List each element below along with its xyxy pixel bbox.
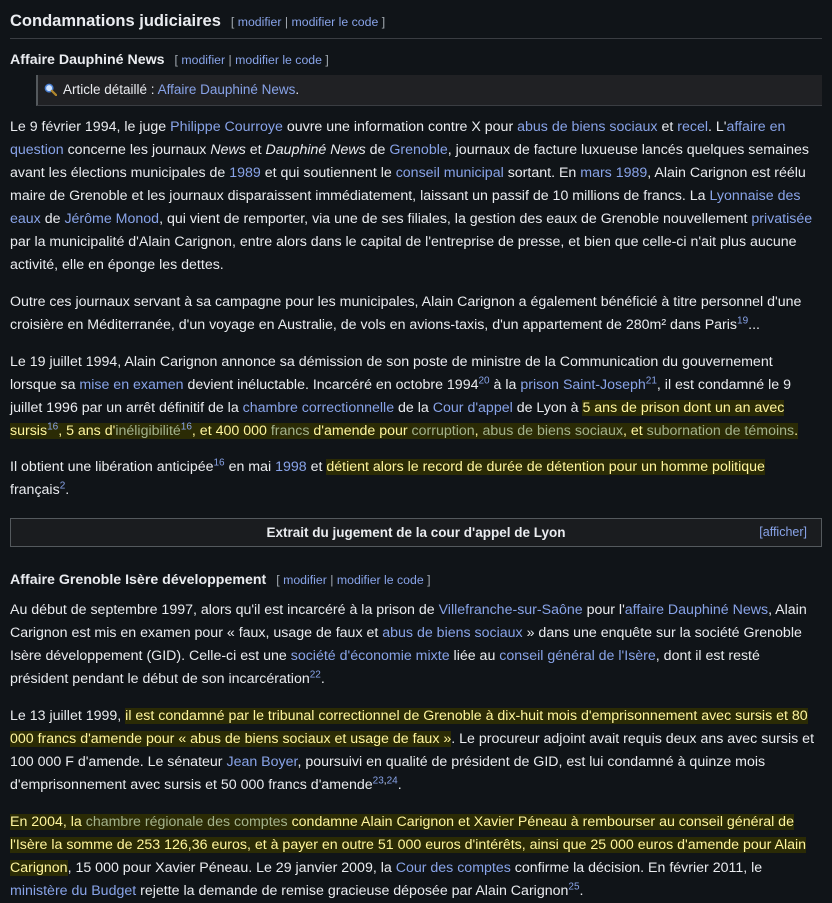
paragraph-gid-3 — [10, 811, 822, 903]
text: devient inéluctable. Incarcéré en octobre 1994 — [183, 377, 479, 393]
link-grenoble[interactable]: Grenoble — [389, 142, 448, 158]
edit-link[interactable]: modifier — [237, 15, 282, 29]
highlighted-text: En 2004, la — [10, 814, 86, 830]
highlighted-text: , — [474, 423, 483, 439]
bracket-open: [ — [174, 53, 178, 67]
paragraph-dauphine-4 — [10, 456, 822, 502]
link-mise-en-examen[interactable]: mise en examen — [79, 377, 184, 393]
link-abus-de-biens-sociaux[interactable]: abus de biens sociaux — [517, 119, 658, 135]
paragraph-gid-1 — [10, 599, 822, 691]
section-heading — [10, 0, 822, 39]
text: rejette la demande de remise gracieuse déposée par Alain Carignon — [136, 883, 569, 899]
hatnote-link[interactable]: Affaire Dauphiné News — [157, 82, 296, 97]
paragraph-dauphine-3 — [10, 351, 822, 443]
link-villefranche-sur-saone[interactable]: Villefranche-sur-Saône — [438, 602, 583, 618]
bracket-open: [ — [230, 15, 235, 29]
edit-separator: | — [330, 573, 334, 587]
link-mars-1989[interactable]: mars 1989 — [580, 165, 648, 181]
highlighted-text: condamne Alain Carignon et Xavier Péneau à rembourser au conseil général de l'Isère la somme de 253 126,36 euros, et à payer en outre 51 000 euros d'intérêts, ainsi que 25 000 euros d'amende pour Alain Carignon — [10, 814, 807, 876]
text: pour l' — [582, 602, 625, 618]
link-jean-boyer[interactable]: Jean Boyer — [226, 754, 298, 770]
edit-separator: | — [284, 15, 289, 29]
reference-25[interactable]: 25 — [568, 881, 580, 893]
text: . — [320, 671, 325, 687]
highlighted-text: 5 ans de prison dont un an avec sursis — [10, 400, 785, 439]
text: Le 9 février 1994, le juge — [10, 119, 171, 135]
section-edit-links — [231, 15, 385, 29]
text: . — [397, 777, 402, 793]
text: Le 13 juillet 1999, — [10, 708, 126, 724]
reference-2[interactable]: 2 — [59, 480, 66, 492]
text: Au début de septembre 1997, alors qu'il est incarcéré à la prison de — [10, 602, 439, 618]
text: Il obtient une libération anticipée — [10, 459, 214, 475]
reference-20[interactable]: 20 — [478, 375, 490, 387]
reference-19[interactable]: 19 — [737, 315, 749, 327]
text: à la — [489, 377, 521, 393]
link-subornation-de-temoins[interactable]: subornation de témoins — [646, 423, 795, 439]
magnifier-icon — [44, 83, 57, 96]
link-chambre-regionale-des-comptes[interactable]: chambre régionale des comptes — [85, 814, 288, 830]
subsection-title: Affaire Grenoble Isère développement — [10, 572, 267, 588]
text: , il est condamné le 9 juillet 1996 par un arrêt définitif de la — [10, 377, 791, 416]
edit-link[interactable]: modifier — [283, 573, 327, 587]
highlighted-text: détient alors le record de durée de détention pour un homme politique — [326, 459, 765, 475]
text: de la — [394, 400, 433, 416]
edit-link[interactable]: modifier — [181, 53, 226, 67]
link-corruption[interactable]: corruption — [411, 423, 475, 439]
hatnote-label: Article détaillé : — [63, 82, 155, 97]
text: confirme la décision. En février 2011, le — [510, 860, 763, 876]
link-1989[interactable]: 1989 — [229, 165, 261, 181]
text: et qui soutiennent le — [260, 165, 396, 181]
italic-dauphine-news: Dauphiné News — [265, 142, 366, 158]
edit-separator: | — [228, 53, 232, 67]
subsection-title: Affaire Dauphiné News — [10, 52, 165, 68]
link-chambre-correctionnelle[interactable]: chambre correctionnelle — [242, 400, 395, 416]
link-prison-saint-joseph[interactable]: prison Saint-Joseph — [520, 377, 646, 393]
text: et — [306, 459, 327, 475]
reference-16[interactable]: 16 — [180, 421, 192, 433]
text: , poursuivi en qualité de président de GID, est lui condamné à quinze mois d'emprisonnement avec sursis et 50 000 francs d'amende — [10, 754, 766, 793]
text: Outre ces journaux servant à sa campagne pour les municipales, Alain Carignon a également bénéficié à titre personnel d'une croisière en Méditerranée, d'un voyage en Australie, de vols en avions-taxis, d'un appartement de 280m² dans Paris — [10, 294, 802, 333]
link-francs[interactable]: francs — [270, 423, 310, 439]
subsection-heading-gid — [10, 569, 822, 591]
text: . — [579, 883, 584, 899]
link-jerome-monod[interactable]: Jérôme Monod — [64, 211, 160, 227]
text: et — [245, 142, 266, 158]
text: de — [40, 211, 65, 227]
link-recel[interactable]: recel — [677, 119, 709, 135]
link-conseil-general-isere[interactable]: conseil général de l'Isère — [499, 648, 656, 664]
text: , Alain Carignon est mis en examen pour « faux, usage de faux et — [10, 602, 807, 641]
bracket-close: ] — [381, 15, 386, 29]
subsection-edit-links — [175, 53, 329, 67]
link-affaire-en-question[interactable]: affaire en question — [10, 119, 786, 158]
text: , dont il est resté président pendant le début de son incarcération — [10, 648, 760, 687]
highlighted-text: . — [794, 423, 799, 439]
bracket-open: [ — [276, 573, 280, 587]
link-privatisee[interactable]: privatisée — [751, 211, 813, 227]
link-ministere-du-budget[interactable]: ministère du Budget — [10, 883, 137, 899]
link-ineligibilite[interactable]: inéligibilité — [115, 423, 181, 439]
text: Le 19 juillet 1994, Alain Carignon annonce sa démission de son poste de ministre de la Communication du gouvernement lorsque sa — [10, 354, 773, 393]
link-abus-de-biens-sociaux[interactable]: abus de biens sociaux — [482, 423, 623, 439]
paragraph-gid-2 — [10, 705, 822, 797]
text: en mai — [224, 459, 276, 475]
subsection-heading-dauphine — [10, 49, 822, 71]
link-cour-des-comptes[interactable]: Cour des comptes — [395, 860, 511, 876]
link-1998[interactable]: 1998 — [275, 459, 307, 475]
link-societe-d-economie-mixte[interactable]: société d'économie mixte — [290, 648, 450, 664]
reference-16[interactable]: 16 — [213, 457, 225, 469]
text: ... — [748, 317, 760, 333]
link-affaire-dauphine-news[interactable]: affaire Dauphiné News — [624, 602, 769, 618]
text: par la municipalité d'Alain Carignon, entre alors dans le capital de l'entreprise de presse, et bien que celle-ci n'ait plus aucune activité, elle en éponge les dettes. — [10, 234, 797, 273]
text: . L' — [708, 119, 727, 135]
hatnote-end: . — [295, 82, 300, 97]
section-title: Condamnations judiciaires — [10, 12, 221, 30]
link-philippe-courroye[interactable]: Philippe Courroye — [170, 119, 283, 135]
reference-separator: , — [383, 775, 387, 787]
reference-16[interactable]: 16 — [47, 421, 59, 433]
text: . — [65, 482, 70, 498]
text: , Alain Carignon est réélu maire de Grenoble et les journaux disparaissent immédiatement, laissant un passif de 10 millions de francs. La — [10, 165, 806, 204]
highlighted-text: , et — [622, 423, 647, 439]
text: , qui vient de remporter, via une de ses filiales, la gestion des eaux de Grenoble nouvellement — [159, 211, 752, 227]
hatnote — [36, 75, 822, 106]
link-conseil-municipal[interactable]: conseil municipal — [395, 165, 504, 181]
reference-21[interactable]: 21 — [645, 375, 657, 387]
highlighted-text: d'amende pour — [309, 423, 412, 439]
bracket-close: ] — [325, 53, 329, 67]
highlighted-text: , 5 ans d' — [58, 423, 116, 439]
text: . Le procureur adjoint avait requis deux ans avec sursis et 100 000 F d'amende. Le sénateur — [10, 731, 815, 770]
text: , 15 000 pour Xavier Péneau. Le 29 janvier 2009, la — [67, 860, 396, 876]
paragraph-dauphine-1 — [10, 116, 822, 277]
collapsible-box — [10, 518, 822, 547]
text: » dans une enquête sur la société Grenoble Isère développement (GID). Celle-ci est une — [10, 625, 802, 664]
text: liée au — [449, 648, 500, 664]
reference-22[interactable]: 22 — [309, 669, 321, 681]
text: de Lyon à — [512, 400, 583, 416]
edit-source-link[interactable]: modifier le code — [235, 53, 322, 67]
collapsible-box-title: Extrait du jugement de la cour d'appel de Lyon — [266, 525, 566, 540]
text: français — [10, 482, 60, 498]
bracket-close: ] — [427, 573, 431, 587]
subsection-edit-links — [276, 573, 430, 587]
link-cour-d-appel[interactable]: Cour d'appel — [432, 400, 513, 416]
text: de — [365, 142, 390, 158]
link-lyonnaise-des-eaux[interactable]: Lyonnaise des eaux — [10, 188, 801, 227]
highlighted-text: , et 400 000 — [191, 423, 271, 439]
text: ouvre une information contre X pour — [282, 119, 518, 135]
paragraph-dauphine-2 — [10, 291, 822, 337]
edit-source-link[interactable]: modifier le code — [291, 15, 379, 29]
show-toggle-link[interactable]: [afficher] — [759, 525, 807, 539]
edit-source-link[interactable]: modifier le code — [336, 573, 424, 587]
text: , journaux de facture luxueuse lancés quelques semaines avant les élections municipales de — [10, 142, 809, 181]
text: concerne les journaux — [63, 142, 211, 158]
text: et — [657, 119, 678, 135]
text: sortant. En — [503, 165, 581, 181]
link-abus-de-biens-sociaux[interactable]: abus de biens sociaux — [382, 625, 523, 641]
reference-23[interactable]: 23 — [372, 775, 384, 787]
highlighted-text: il est condamné par le tribunal correctionnel de Grenoble à dix-huit mois d'emprisonnement avec sursis et 80 000 francs d'amende pour « abus de biens sociaux et usage de faux » — [10, 708, 808, 747]
reference-24[interactable]: 24 — [386, 775, 398, 787]
italic-news: News — [210, 142, 246, 158]
